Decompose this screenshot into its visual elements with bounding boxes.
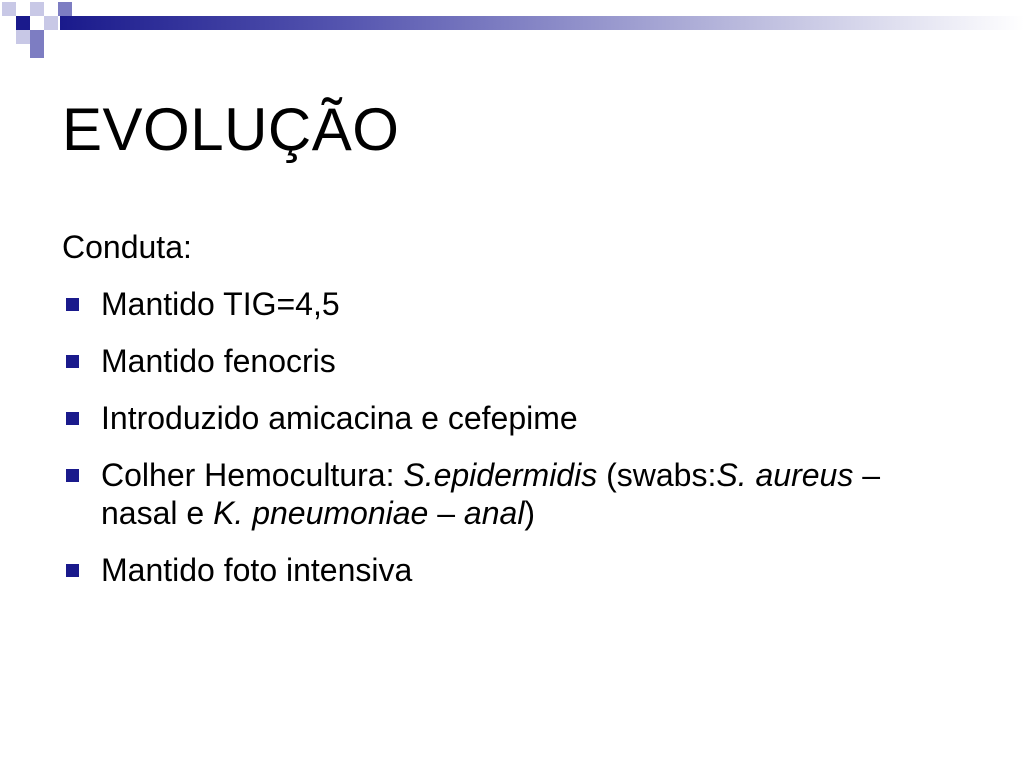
- decor-square: [16, 16, 30, 30]
- bullet-text: Mantido foto intensiva: [101, 552, 413, 588]
- bullet-list: [62, 285, 962, 589]
- slide-title: EVOLUÇÃO: [62, 96, 400, 163]
- bullet-text-part: Colher Hemocultura:: [101, 457, 404, 493]
- site-name: anal: [463, 495, 525, 531]
- square-bullet-icon: [66, 412, 79, 425]
- bullet-text-part: ): [524, 495, 536, 531]
- organism-name: S.epidermidis: [403, 457, 598, 493]
- decor-square: [16, 30, 30, 44]
- bullet-text: Mantido TIG=4,5: [101, 286, 340, 322]
- intro-label: Conduta:: [62, 229, 192, 265]
- bullet-text: Mantido fenocris: [101, 343, 336, 379]
- slide-body: [62, 228, 962, 608]
- square-bullet-icon: [66, 469, 79, 482]
- square-bullet-icon: [66, 355, 79, 368]
- bullet-text-part: – nasal e: [101, 457, 880, 531]
- bullet-item: [62, 551, 962, 589]
- bullet-text-part: –: [428, 495, 464, 531]
- bullet-item: [62, 399, 962, 437]
- decor-square: [30, 2, 44, 16]
- bullet-item: [62, 285, 962, 323]
- organism-name: K. pneumoniae: [213, 495, 429, 531]
- header-gradient-bar: [60, 16, 1024, 30]
- square-bullet-icon: [66, 298, 79, 311]
- organism-name: S. aureus: [716, 457, 854, 493]
- decor-square: [2, 2, 16, 16]
- square-bullet-icon: [66, 564, 79, 577]
- bullet-text-part: (swabs:: [597, 457, 717, 493]
- bullet-item: [62, 456, 962, 532]
- decor-square: [58, 2, 72, 16]
- decor-square: [44, 16, 58, 30]
- bullet-item: [62, 342, 962, 380]
- decor-square: [30, 30, 44, 44]
- bullet-text: Introduzido amicacina e cefepime: [101, 400, 578, 436]
- decor-square: [30, 44, 44, 58]
